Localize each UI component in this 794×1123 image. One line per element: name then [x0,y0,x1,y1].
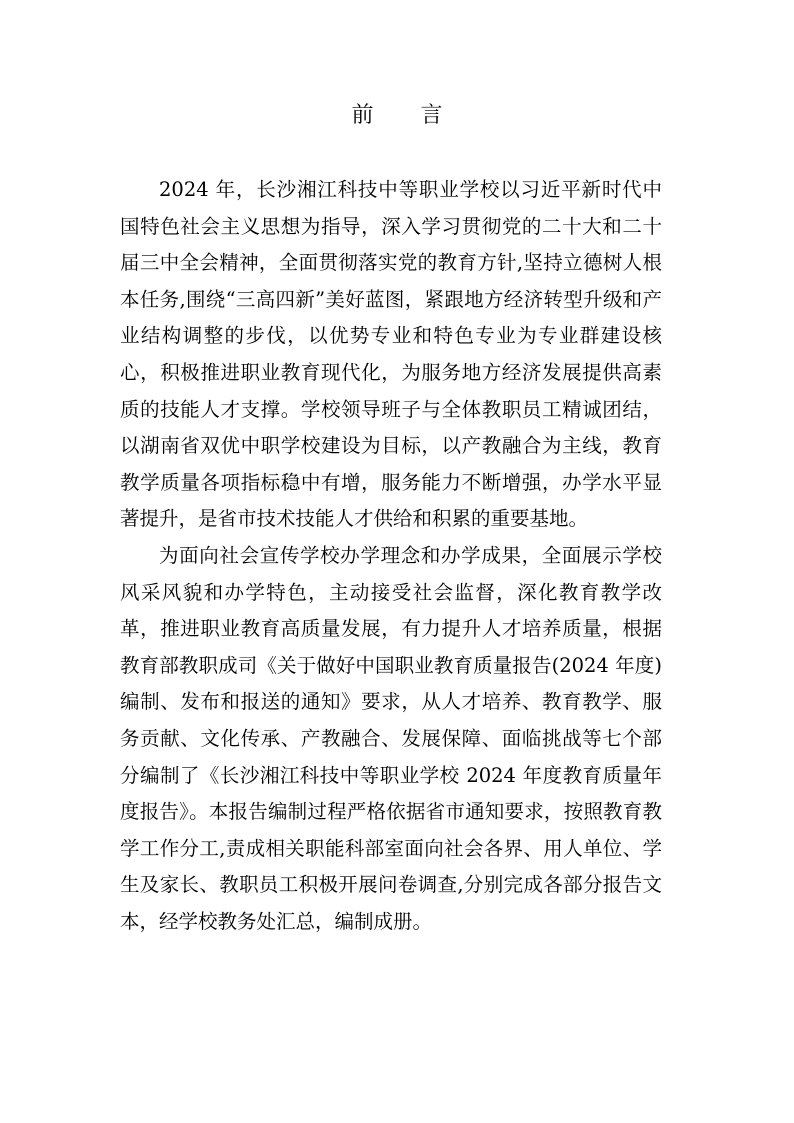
body-text [120,172,662,940]
page-title: 前 言 [351,103,463,128]
paragraph-2: 为面向社会宣传学校办学理念和办学成果，全面展示学校风采风貌和办学特色，主动接受社会监督，深化教育教学改革，推进职业教育高质量发展，有力提升人才培养质量，根据教育部教职成司《关于做好中国职业教育质量报告(2024 年度)编制、发布和报送的通知》要求，从人才培养、教育教学、服务贡献、文化传承、产教融合、发展保障、面临挑战等七个部分编制了《长沙湘江科技中等职业学校 2024 年度教育质量年度报告》。本报告编制过程严格依据省市通知要求，按照教育教学工作分工,责成相关职能科部室面向社会各界、用人单位、学生及家长、教职员工积极开展问卷调查,分别完成各部分报告文本，经学校教务处汇总，编制成册。 [120,543,662,933]
paragraph-1: 2024 年，长沙湘江科技中等职业学校以习近平新时代中国特色社会主义思想为指导，深入学习贯彻党的二十大和二十届三中全会精神，全面贯彻落实党的教育方针,坚持立德树人根本任务,围绕“三高四新”美好蓝图，紧跟地方经济转型升级和产业结构调整的步伐，以优势专业和特色专业为专业群建设核心，积极推进职业教育现代化，为服务地方经济发展提供高素质的技能人才支撑。学校领导班子与全体教职员工精诚团结，以湖南省双优中职学校建设为目标，以产教融合为主线，教育教学质量各项指标稳中有增，服务能力不断增强，办学水平显著提升，是省市技术技能人才供给和积累的重要基地。 [120,178,662,531]
